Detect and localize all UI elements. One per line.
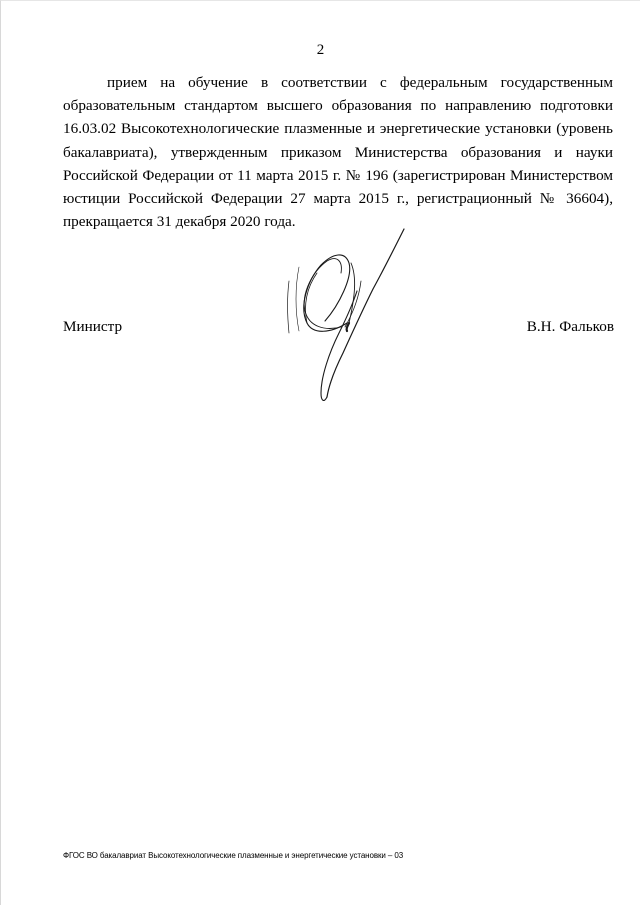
body-paragraph: прием на обучение в соответствии с федеральным государственным образовательным стандартом высшего образования по направлению подготовки 16.03.02 Высокотехнологические плазменные и энергетические установки (уровень бакалавриата), утвержденным приказом Министерства образования и науки Российской Федерации от 11 марта 2015 г. № 196 (зарегистрирован Министерством юстиции Российской Федерации 27 марта 2015 г., регистрационный № 36604), прекращается 31 декабря 2020 года. (63, 74, 613, 231)
signatory-role: Министр (63, 318, 123, 335)
document-footer: ФГОС ВО бакалавриат Высокотехнологические плазменные и энергетические установки – 03 (63, 851, 404, 860)
page-number: 2 (316, 42, 325, 58)
handwritten-signature (277, 227, 417, 407)
signatory-name: В.Н. Фальков (526, 318, 614, 335)
